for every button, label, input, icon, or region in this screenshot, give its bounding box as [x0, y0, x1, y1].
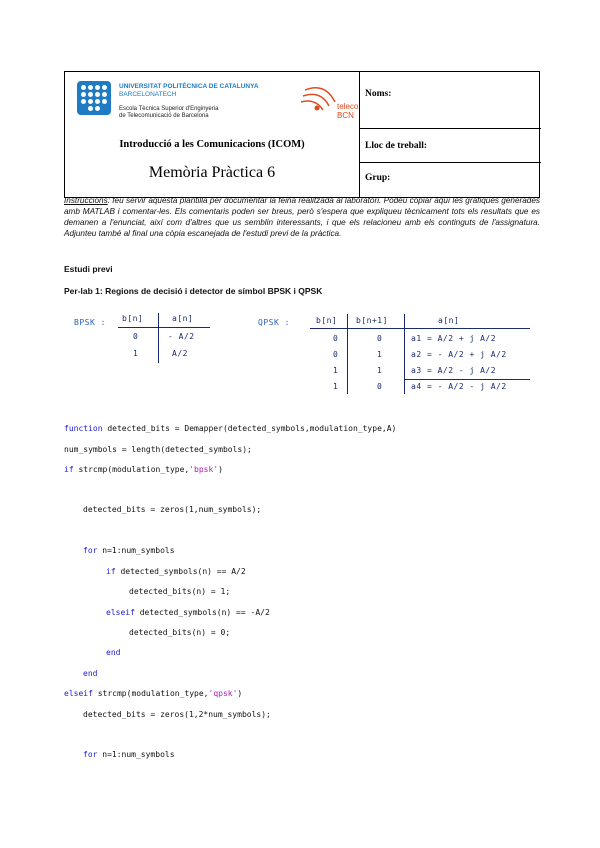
- table-rule: [118, 327, 210, 328]
- table-rule: [404, 379, 530, 380]
- qpsk-cell: 0: [333, 350, 339, 359]
- school-name: Escola Tècnica Superior d'Enginyeria de Telecomunicació de Barcelona: [119, 106, 219, 119]
- qpsk-cell: a2 = - A/2 + j A/2: [411, 350, 507, 359]
- code-line: detected_bits = zeros(1,num_symbols);: [83, 505, 262, 514]
- qpsk-header: a[n]: [438, 316, 460, 325]
- qpsk-cell: 1: [377, 350, 383, 359]
- bpsk-cell: - A/2: [168, 332, 195, 341]
- telecom-logo: [295, 82, 359, 126]
- logo-area: [65, 72, 359, 128]
- grup-label: Grup:: [365, 173, 391, 183]
- telecom-text: teleco BCN: [337, 102, 359, 120]
- qpsk-cell: a4 = - A/2 - j A/2: [411, 382, 507, 391]
- qpsk-cell: 1: [333, 366, 339, 375]
- qpsk-header: b[n]: [316, 316, 338, 325]
- table-rule: [310, 328, 530, 329]
- table-rule: [347, 314, 348, 394]
- upc-logo: [77, 81, 111, 115]
- bpsk-cell: 0: [133, 332, 139, 341]
- code-line: detected_bits = zeros(1,2*num_symbols);: [83, 710, 271, 719]
- qpsk-cell: a3 = A/2 - j A/2: [411, 366, 497, 375]
- instructions: [64, 195, 540, 239]
- code-line: function detected_bits = Demapper(detected_symbols,modulation_type,A): [64, 424, 397, 433]
- code-line: if strcmp(modulation_type,'bpsk'): [64, 465, 223, 474]
- qpsk-cell: a1 = A/2 + j A/2: [411, 334, 497, 343]
- section-perlab: Per-lab 1: Regions de decisió i detector de símbol BPSK i QPSK: [64, 286, 323, 296]
- course-title: Introducció a les Comunicacions (ICOM): [119, 139, 305, 150]
- header-table: [64, 71, 540, 198]
- bpsk-header: b[n]: [122, 314, 144, 323]
- instructions-text: : feu servir aquesta plantilla per documentar la feina realitzada al laboratori. Podeu copiar aquí les gràfiques generades amb MATLAB i comentar-les. Els comentaris poden ser breus, però s'espera que expliqueu tècnicament tots els resultats que es demanen a l'enunciat, així com d'altres que us semblin interessants, i que els relacioneu amb els continguts de l'assignatura. Adjunteu també al final una còpia escanejada de l'estudi previ de la pràctica.: [64, 196, 540, 238]
- qpsk-cell: 1: [377, 366, 383, 375]
- qpsk-header: b[n+1]: [356, 316, 388, 325]
- qpsk-cell: 0: [333, 334, 339, 343]
- table-rule: [404, 314, 405, 394]
- bpsk-cell: 1: [133, 349, 139, 358]
- code-line: num_symbols = length(detected_symbols);: [64, 445, 252, 454]
- qpsk-cell: 0: [377, 382, 383, 391]
- divider: [359, 72, 360, 197]
- page-title: Memòria Pràctica 6: [148, 164, 276, 181]
- code-line: end: [106, 648, 121, 657]
- code-line: for n=1:num_symbols: [83, 750, 175, 759]
- qpsk-label: QPSK :: [258, 318, 290, 327]
- bpsk-cell: A/2: [172, 349, 188, 358]
- code-line: elseif detected_symbols(n) == -A/2: [106, 608, 270, 617]
- table-rule: [158, 313, 159, 363]
- code-line: detected_bits(n) = 1;: [129, 587, 231, 596]
- noms-label: Noms:: [365, 89, 392, 99]
- divider: [359, 162, 541, 163]
- code-line: for n=1:num_symbols: [83, 546, 175, 555]
- qpsk-cell: 0: [377, 334, 383, 343]
- code-line: elseif strcmp(modulation_type,'qpsk'): [64, 689, 243, 698]
- divider: [359, 128, 541, 129]
- lloc-label: Lloc de treball:: [365, 141, 428, 151]
- instructions-label: Instruccions: [64, 196, 108, 205]
- code-line: detected_bits(n) = 0;: [129, 628, 231, 637]
- code-line: end: [83, 669, 98, 678]
- code-line: if detected_symbols(n) == A/2: [106, 567, 246, 576]
- bpsk-header: a[n]: [172, 314, 194, 323]
- qpsk-cell: 1: [333, 382, 339, 391]
- section-estudi-previ: Estudi previ: [64, 264, 113, 274]
- university-name: UNIVERSITAT POLITÈCNICA DE CATALUNYA BARCELONATECH: [119, 83, 259, 98]
- bpsk-label: BPSK :: [74, 318, 106, 327]
